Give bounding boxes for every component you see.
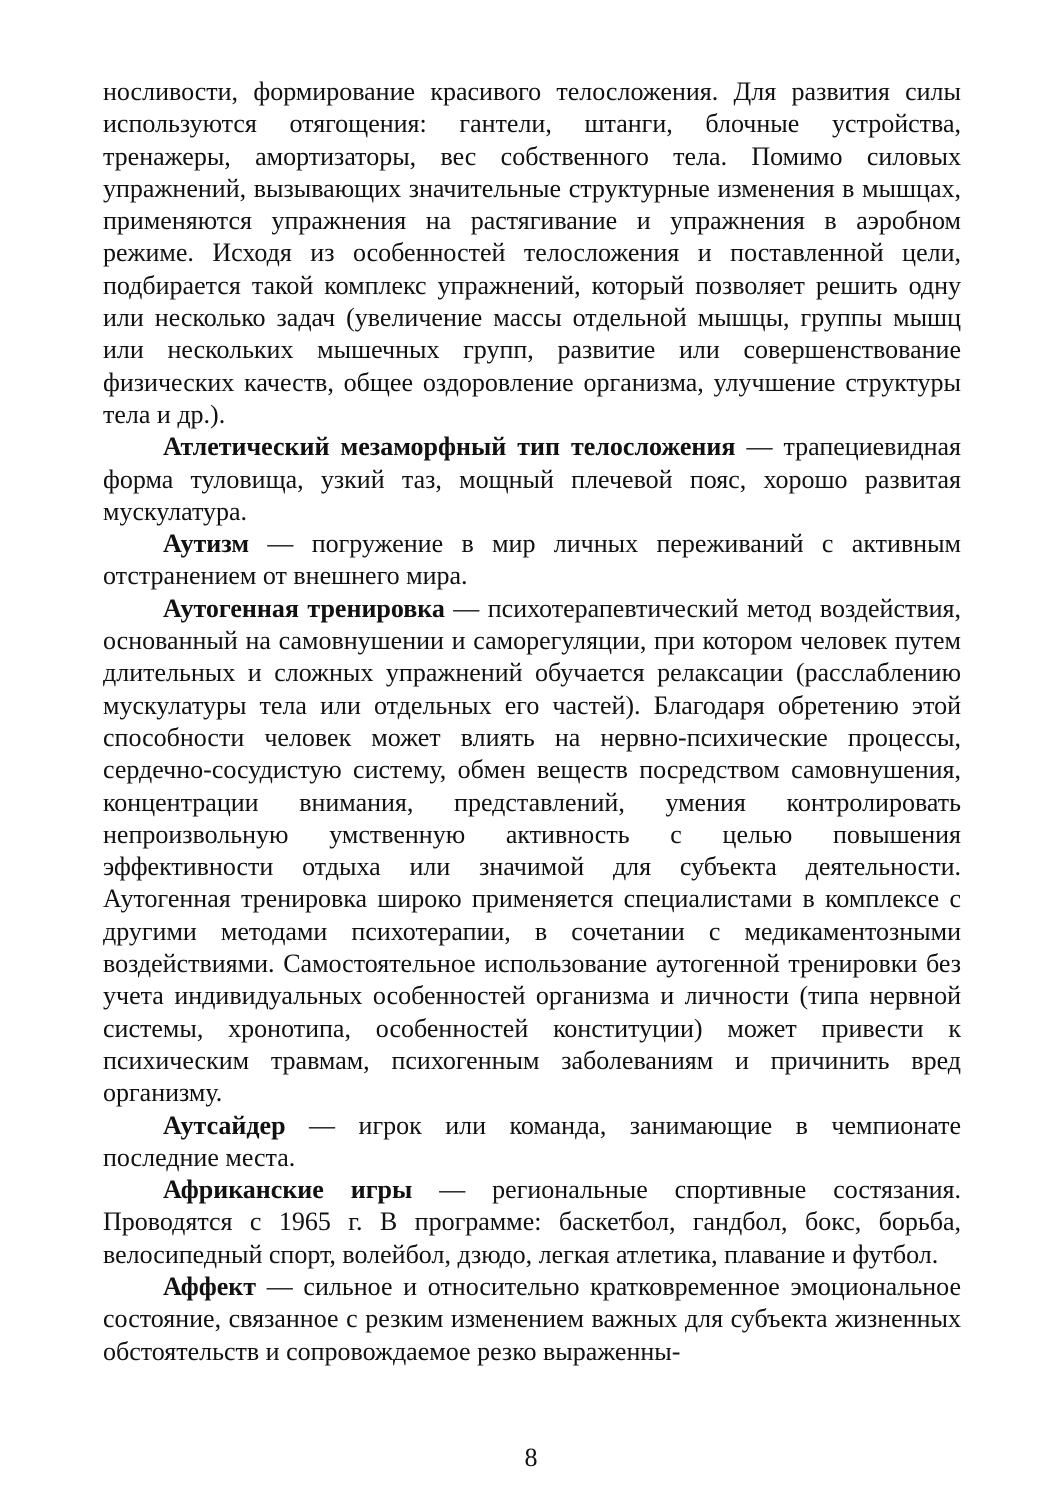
entry-autism (103, 528, 961, 593)
entry-term: Африканские игры (163, 1175, 413, 1205)
entry-definition: — трапециевидная форма туловища, узкий таз, мощный плечевой пояс, хорошо развитая мускулатура. (103, 432, 962, 526)
entry-autogenic-training (103, 593, 961, 1110)
entry-definition: — погружение в мир личных переживаний с активным отстранением от внешнего мира. (103, 529, 961, 591)
entry-term: Атлетический мезаморфный тип телосложения (163, 432, 736, 462)
entry-african-games (103, 1174, 961, 1271)
entry-definition: — психотерапевтический метод воздействия, основанный на самовнушении и саморегуляции, при котором человек путем длительных и сложных упражнений обучается релаксации (расслаблению мускулатуры тела или отдельных его частей). Благодаря обретению этой способности человек может влиять на нервно-психические процессы, сердечно-сосудистую систему, обмен веществ посредством самовнушения, концентрации внимания, представлений, умения контролировать непроизвольную умственную активность с целью повышения эффективности отдыха или значимой для субъекта деятельности. Аутогенная тренировка широко применяется специалистами в комплексе с другими методами психотерапии, в сочетании с медикаментозными воздействиями. Самостоятельное использование аутогенной тренировки без учета индивидуальных особенностей организма и личности (типа нервной системы, хронотипа, особенностей конституции) может привести к психическим травмам, психогенным заболеваниям и причинить вред организму. (103, 593, 961, 1108)
entry-affect (103, 1271, 961, 1368)
entry-definition: носливости, формирование красивого телосложения. Для развития силы используются отягощения: гантели, штанги, блочные устройства, тренажеры, амортизаторы, вес собственного тела. Помимо силовых упражнений, вызывающих значительные структурные изменения в мышцах, применяются упражнения на растягивание и упражнения в аэробном режиме. Исходя из особенностей телосложения и поставленной цели, подбирается такой комплекс упражнений, который позволяет решить одну или несколько задач (увеличение массы отдельной мышцы, группы мышц или нескольких мышечных групп, развитие или совершенствование физических качеств, общее оздоровление организма, улучшение структуры тела и др.). (103, 77, 961, 429)
entry-definition: — региональные спортивные состязания. Проводятся с 1965 г. В программе: баскетбол, гандбол, бокс, борьба, велосипедный спорт, волейбол, дзюдо, легкая атлетика, плавание и футбол. (103, 1175, 961, 1269)
entry-term: Аутсайдер (163, 1110, 286, 1140)
entry-athletic-type (103, 431, 961, 528)
document-page (103, 76, 961, 1368)
entry-definition: — игрок или команда, занимающие в чемпионате последние места. (103, 1110, 961, 1172)
entry-definition: — сильное и относительно кратковременное эмоциональное состояние, связанное с резким изменением важных для субъекта жизненных обстоятельств и сопровождаемое резко выраженны- (103, 1271, 961, 1366)
page-number: 8 (524, 1443, 538, 1472)
entry-term: Аутогенная тренировка (163, 593, 445, 623)
entry-continuation (103, 76, 961, 431)
entry-outsider (103, 1110, 961, 1175)
entry-term: Аутизм (163, 529, 250, 559)
entry-term: Аффект (163, 1271, 257, 1301)
